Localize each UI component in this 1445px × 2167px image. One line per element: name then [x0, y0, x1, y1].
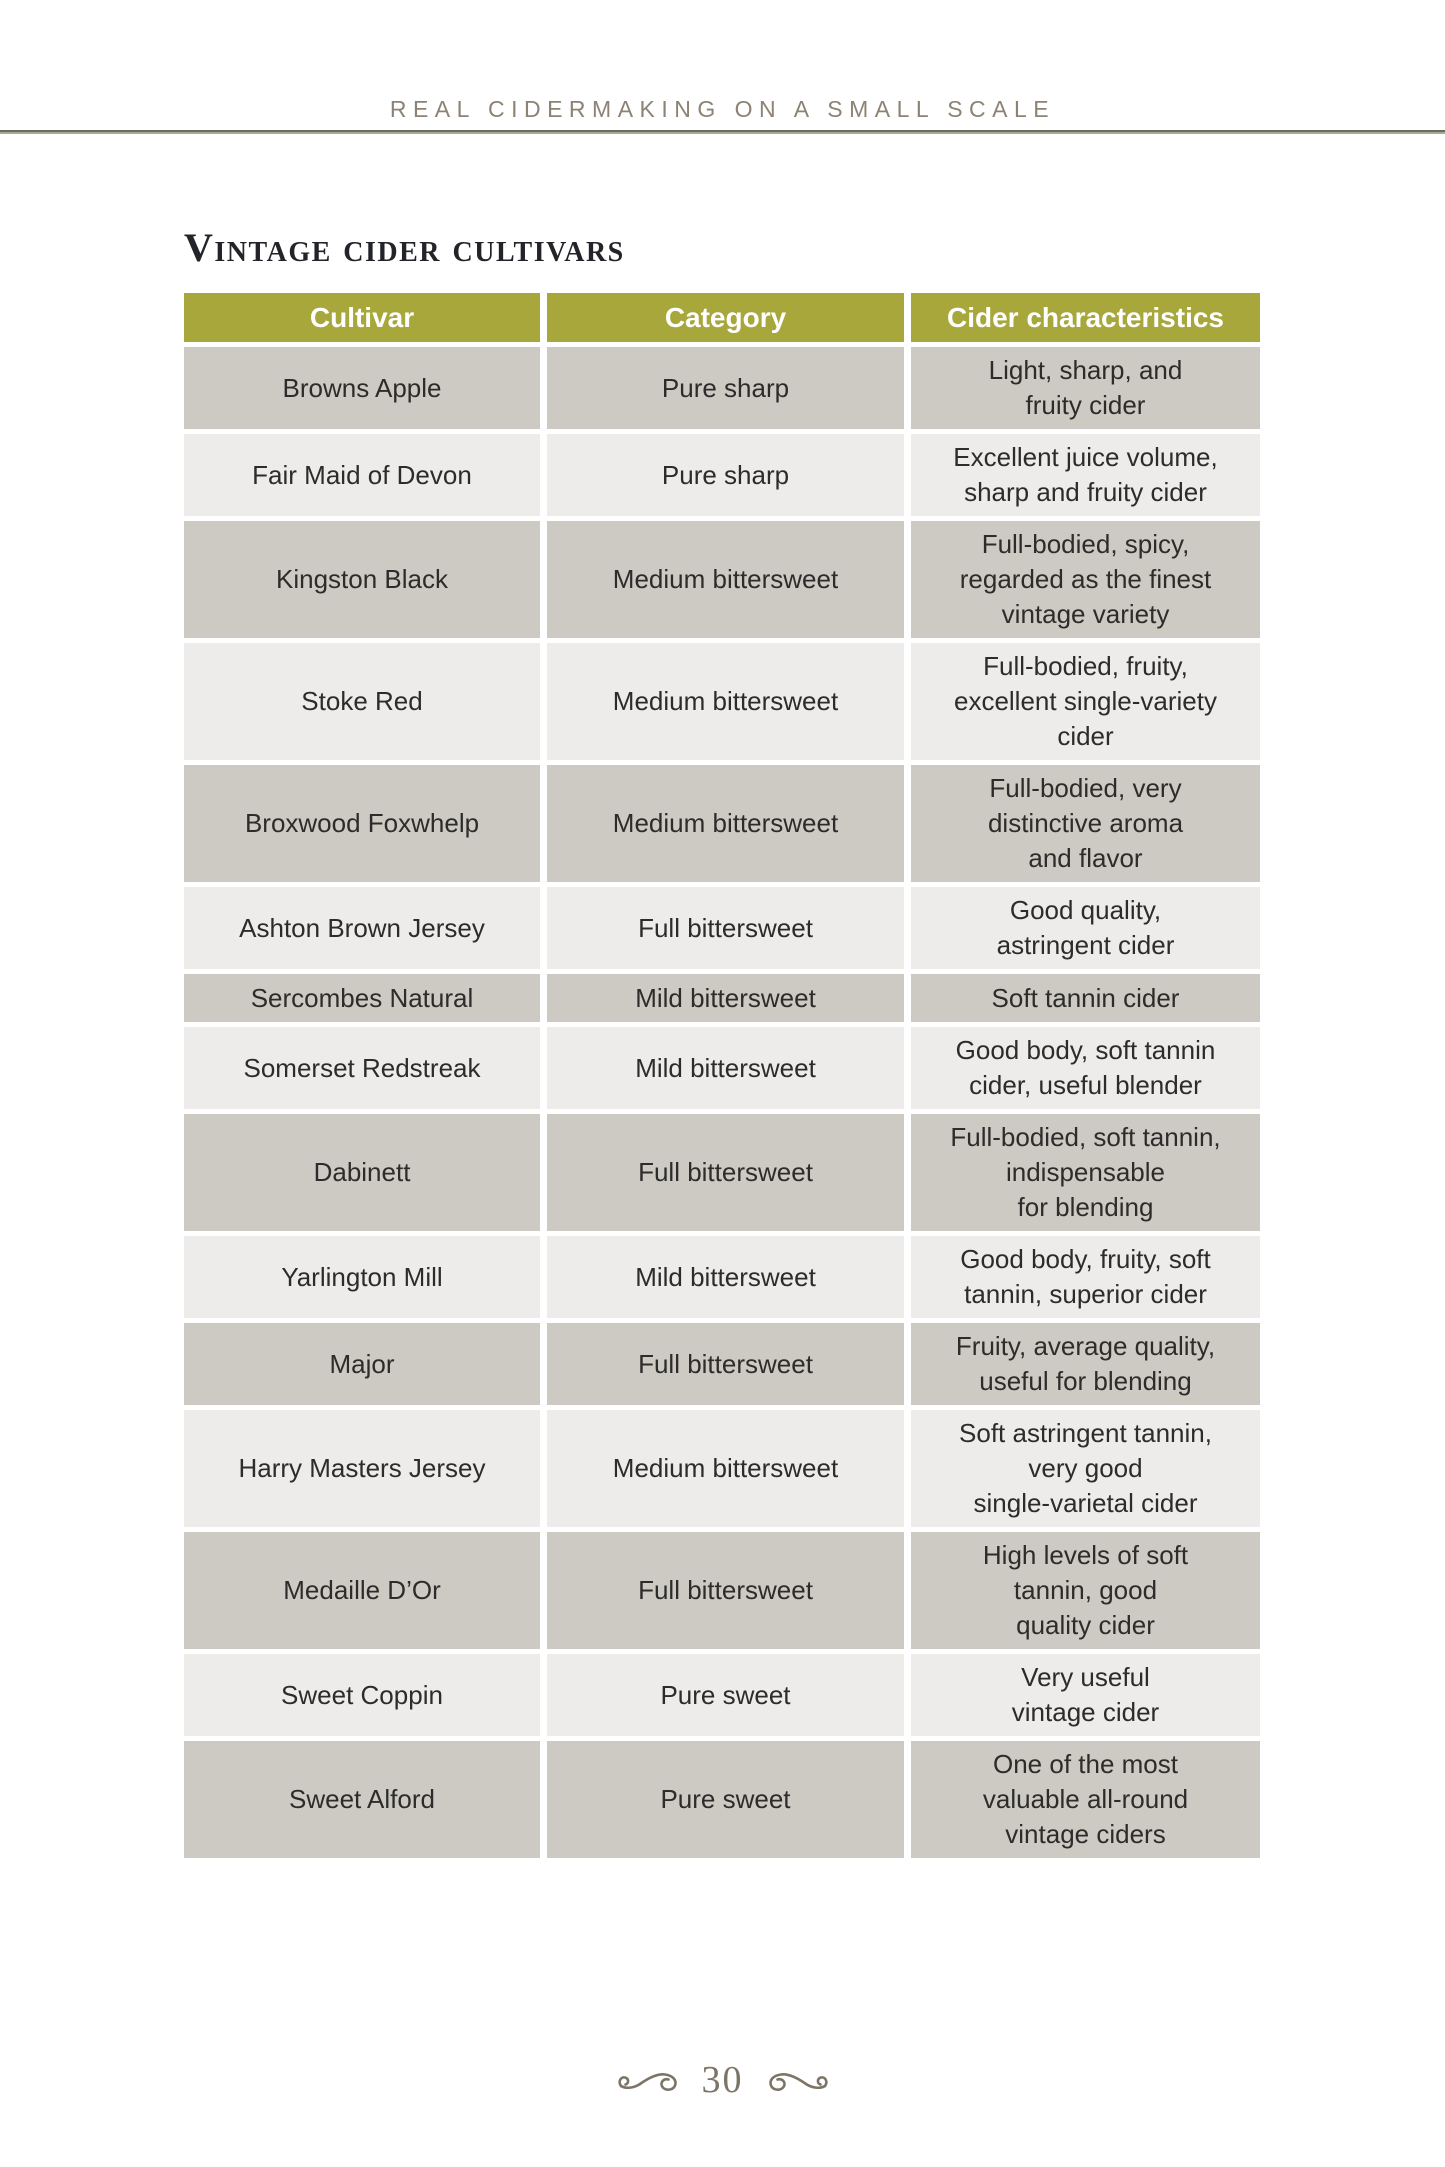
- cell-characteristics: Good quality, astringent cider: [911, 887, 1260, 969]
- cell-characteristics: High levels of soft tannin, good quality cider: [911, 1532, 1260, 1649]
- cell-cultivar: Medaille D’Or: [184, 1532, 540, 1649]
- cell-cultivar: Browns Apple: [184, 347, 540, 429]
- cell-cultivar: Yarlington Mill: [184, 1236, 540, 1318]
- cell-category: Full bittersweet: [547, 1532, 904, 1649]
- cell-characteristics: One of the most valuable all-round vintage ciders: [911, 1741, 1260, 1858]
- cell-category: Medium bittersweet: [547, 1410, 904, 1527]
- cell-cultivar: Fair Maid of Devon: [184, 434, 540, 516]
- cell-characteristics: Soft astringent tannin, very good single-varietal cider: [911, 1410, 1260, 1527]
- running-head: REAL CIDERMAKING ON A SMALL SCALE: [389, 96, 1056, 122]
- column-header: Category: [547, 293, 904, 342]
- cell-category: Mild bittersweet: [547, 974, 904, 1022]
- header-rule: [0, 130, 1445, 132]
- cell-characteristics: Soft tannin cider: [911, 974, 1260, 1022]
- cell-category: Full bittersweet: [547, 887, 904, 969]
- cell-category: Pure sharp: [547, 434, 904, 516]
- cell-category: Pure sweet: [547, 1741, 904, 1858]
- cell-category: Medium bittersweet: [547, 643, 904, 760]
- cell-category: Full bittersweet: [547, 1323, 904, 1405]
- page-footer: [0, 2058, 1445, 2102]
- cell-category: Medium bittersweet: [547, 765, 904, 882]
- cell-cultivar: Ashton Brown Jersey: [184, 887, 540, 969]
- cell-characteristics: Good body, soft tannin cider, useful blender: [911, 1027, 1260, 1109]
- cell-cultivar: Dabinett: [184, 1114, 540, 1231]
- scroll-flourish-right-icon: [766, 2065, 828, 2095]
- cell-cultivar: Broxwood Foxwhelp: [184, 765, 540, 882]
- cell-characteristics: Excellent juice volume, sharp and fruity cider: [911, 434, 1260, 516]
- cell-category: Full bittersweet: [547, 1114, 904, 1231]
- scroll-flourish-left-icon: [618, 2065, 680, 2095]
- cell-characteristics: Full-bodied, fruity, excellent single-variety cider: [911, 643, 1260, 760]
- cell-characteristics: Full-bodied, spicy, regarded as the finest vintage variety: [911, 521, 1260, 638]
- cell-cultivar: Major: [184, 1323, 540, 1405]
- column-header: Cider characteristics: [911, 293, 1260, 342]
- cell-category: Mild bittersweet: [547, 1236, 904, 1318]
- page-number: 30: [701, 2059, 744, 2101]
- cultivar-table: [184, 293, 1260, 1858]
- cell-characteristics: Fruity, average quality, useful for blending: [911, 1323, 1260, 1405]
- cell-characteristics: Full-bodied, very distinctive aroma and flavor: [911, 765, 1260, 882]
- cell-category: Mild bittersweet: [547, 1027, 904, 1109]
- cell-characteristics: Light, sharp, and fruity cider: [911, 347, 1260, 429]
- cell-cultivar: Sweet Alford: [184, 1741, 540, 1858]
- cell-cultivar: Kingston Black: [184, 521, 540, 638]
- cell-category: Pure sweet: [547, 1654, 904, 1736]
- cell-characteristics: Very useful vintage cider: [911, 1654, 1260, 1736]
- cell-characteristics: Good body, fruity, soft tannin, superior cider: [911, 1236, 1260, 1318]
- cell-category: Medium bittersweet: [547, 521, 904, 638]
- column-header: Cultivar: [184, 293, 540, 342]
- cell-characteristics: Full-bodied, soft tannin, indispensable for blending: [911, 1114, 1260, 1231]
- cell-cultivar: Sweet Coppin: [184, 1654, 540, 1736]
- cell-cultivar: Harry Masters Jersey: [184, 1410, 540, 1527]
- cell-cultivar: Stoke Red: [184, 643, 540, 760]
- cell-category: Pure sharp: [547, 347, 904, 429]
- page-title: Vintage cider cultivars: [184, 225, 625, 270]
- cell-cultivar: Somerset Redstreak: [184, 1027, 540, 1109]
- running-head-container: [0, 0, 1445, 130]
- cell-cultivar: Sercombes Natural: [184, 974, 540, 1022]
